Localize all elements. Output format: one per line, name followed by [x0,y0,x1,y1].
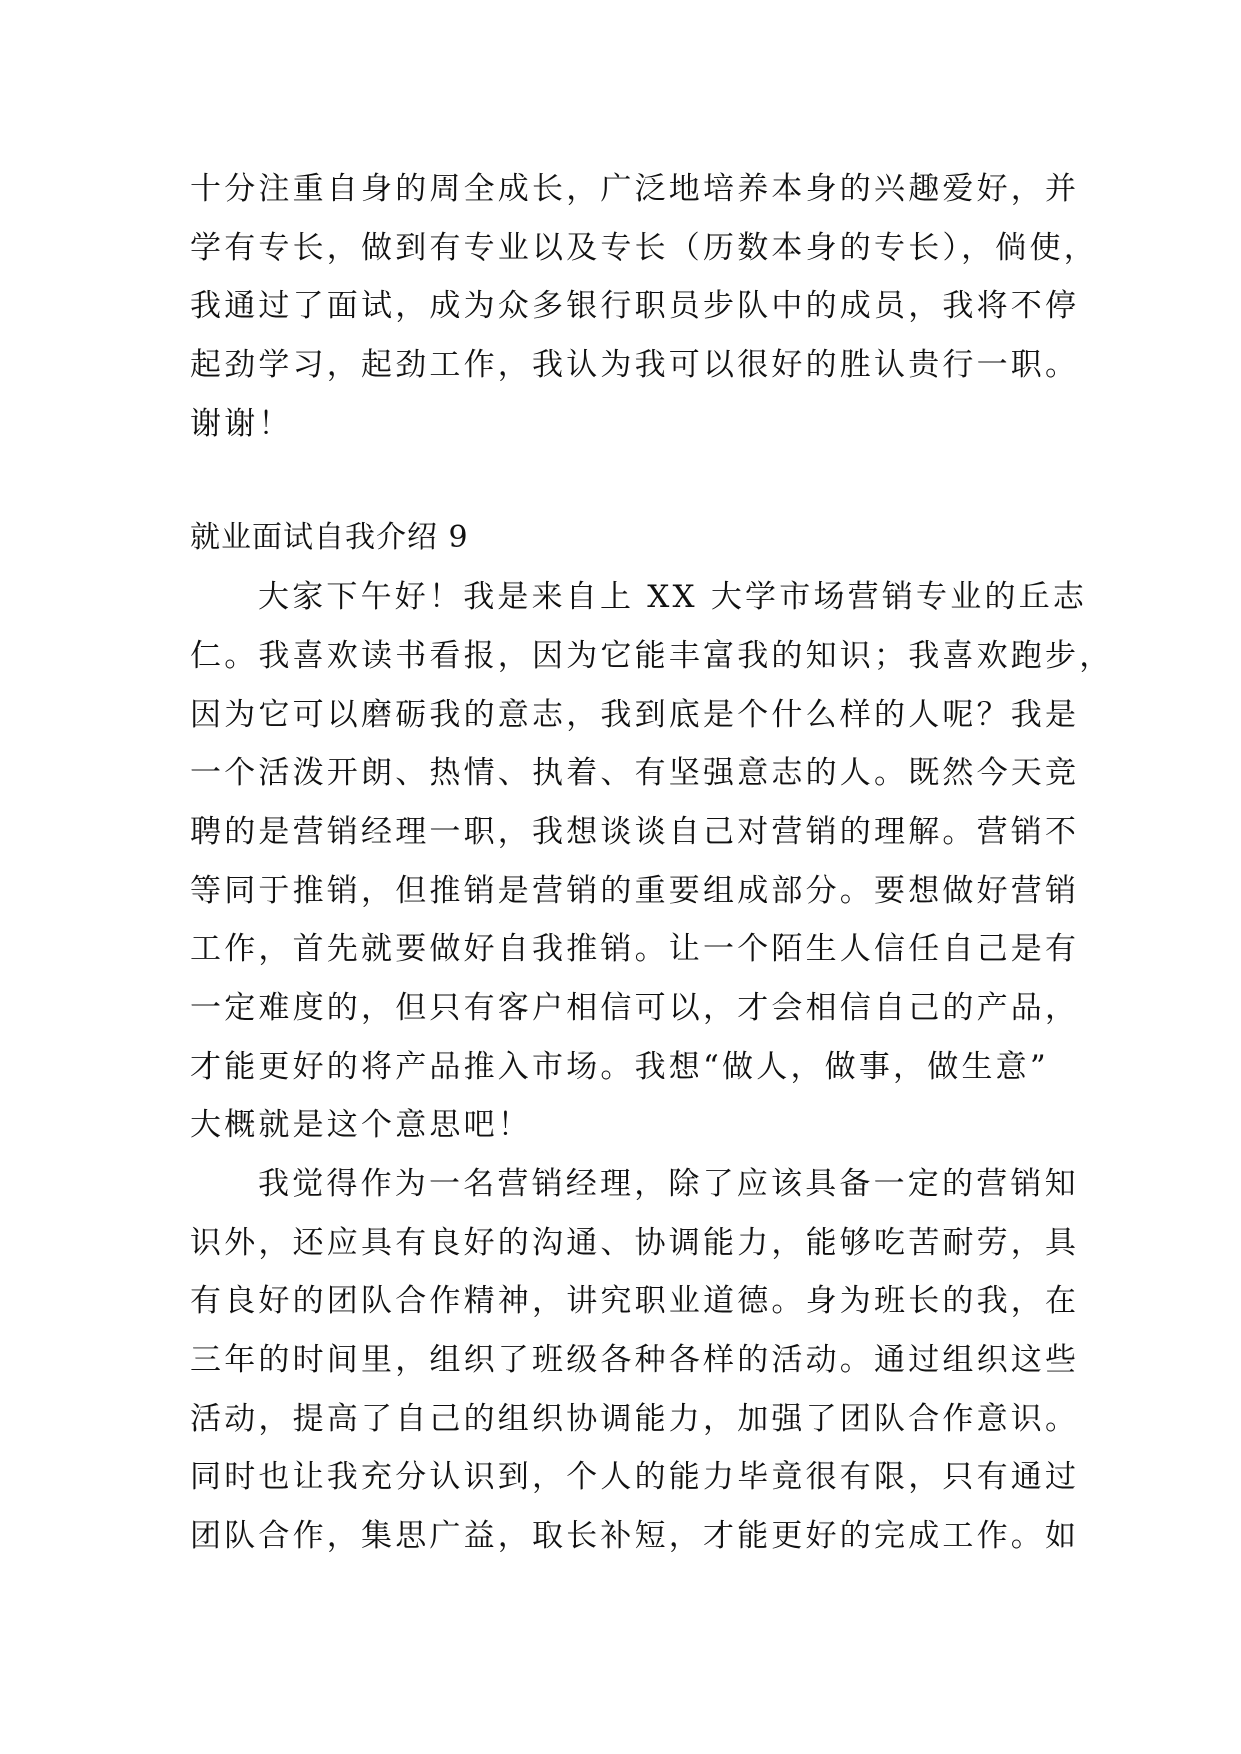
text-line: 学有专长，做到有专业以及专长（历数本身的专长），倘使， [190,229,1098,266]
text-line: 谢谢！ [190,405,293,442]
text-line: 起劲学习，起劲工作，我认为我可以很好的胜认贵行一职。 [190,347,1080,384]
text-line: 等同于推销，但推销是营销的重要组成部分。要想做好营销 [190,872,1080,909]
text-line: 大家下午好！我是来自上 XX 大学市场营销专业的丘志 [258,579,1088,616]
paragraph-1 [190,568,1114,1155]
text-line: 活动，提高了自己的组织协调能力，加强了团队合作意识。 [190,1400,1080,1437]
text-line: 仁。我喜欢读书看报，因为它能丰富我的知识；我喜欢跑步， [190,637,1114,674]
text-line: 有良好的团队合作精神，讲究职业道德。身为班长的我，在 [190,1283,1080,1320]
text-line: 一定难度的，但只有客户相信可以，才会相信自己的产品， [190,989,1080,1026]
section-heading: 就业面试自我介绍 9 [190,520,469,556]
text-line: 十分注重自身的周全成长，广泛地培养本身的兴趣爱好，并 [190,171,1080,207]
text-line: 一个活泼开朗、热情、执着、有坚强意志的人。既然今天竞 [190,755,1080,792]
text-line: 因为它可以磨砺我的意志，我到底是个什么样的人呢？我是 [190,696,1080,733]
text-line: 工作，首先就要做好自我推销。让一个陌生人信任自己是有 [190,931,1080,968]
text-line: 我通过了面试，成为众多银行职员步队中的成员，我将不停 [190,288,1080,325]
paragraph-2 [190,1155,1080,1566]
text-line: 才能更好的将产品推入市场。我想“做人，做事，做生意” [190,1048,1049,1085]
text-line: 三年的时间里，组织了班级各种各样的活动。通过组织这些 [190,1342,1080,1379]
text-line: 识外，还应具有良好的沟通、协调能力，能够吃苦耐劳，具 [190,1224,1080,1261]
text-line: 我觉得作为一名营销经理，除了应该具备一定的营销知 [258,1166,1079,1202]
paragraph-continued [190,160,1098,453]
document-body [190,160,1114,1566]
text-line: 聘的是营销经理一职，我想谈谈自己对营销的理解。营销不 [190,813,1080,850]
section-gap [190,453,1060,509]
text-line: 大概就是这个意思吧！ [190,1107,532,1144]
text-line: 同时也让我充分认识到，个人的能力毕竟很有限，只有通过 [190,1459,1080,1496]
text-line: 团队合作，集思广益，取长补短，才能更好的完成工作。如 [190,1518,1080,1555]
